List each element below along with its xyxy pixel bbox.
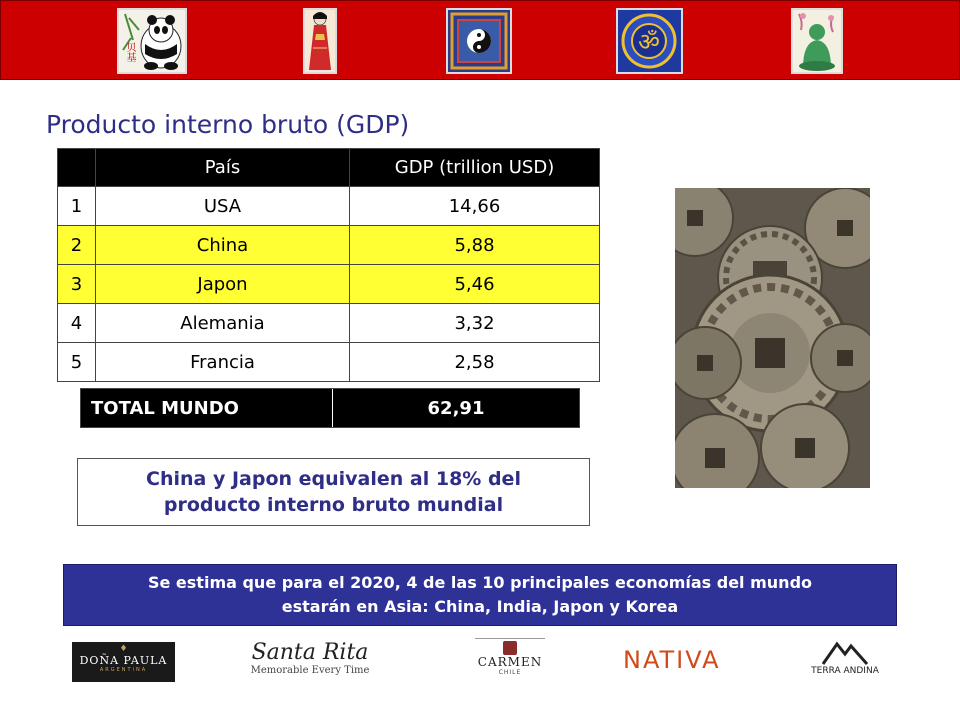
total-row (80, 388, 580, 428)
note-line-1: China y Japon equivalen al 18% del (146, 468, 521, 490)
banner-line-1: Se estima que para el 2020, 4 de las 10 principales economías del mundo (147, 573, 813, 592)
dona-paula-sub: ARGENTINA (99, 667, 148, 673)
country-cell: Alemania (96, 304, 350, 343)
gdp-cell: 3,32 (350, 304, 600, 343)
carmen-sub: CHILE (498, 669, 522, 676)
total-label: TOTAL MUNDO (81, 389, 333, 427)
rank-cell: 3 (58, 265, 96, 304)
country-cell: China (96, 226, 350, 265)
page-title: Producto interno bruto (GDP) (46, 110, 410, 139)
rank-cell: 5 (58, 343, 96, 382)
logos-row (60, 632, 900, 692)
yin-yang-icon (446, 8, 512, 74)
gdp-cell: 2,58 (350, 343, 600, 382)
header-band (0, 0, 960, 80)
om-icon (616, 8, 683, 74)
gdp-cell: 5,88 (350, 226, 600, 265)
country-cell: USA (96, 187, 350, 226)
carmen-name: CARMEN (477, 655, 543, 669)
nativa-name: NATIVA (623, 646, 721, 674)
rank-cell: 4 (58, 304, 96, 343)
country-cell: Japon (96, 265, 350, 304)
table-row (58, 226, 600, 265)
gdp-table (57, 148, 600, 382)
gdp-cell: 5,46 (350, 265, 600, 304)
dona-paula-logo: ♦ DOÑA PAULA ARGENTINA (72, 642, 175, 682)
banner-line-2: estarán en Asia: China, India, Japon y Korea (281, 597, 679, 616)
panda-icon (117, 8, 187, 74)
mountain-icon (821, 638, 869, 666)
forecast-banner (63, 564, 897, 626)
note-box (77, 458, 590, 526)
total-value: 62,91 (333, 389, 579, 427)
svg-text:ॐ: ॐ (638, 28, 660, 56)
table-row (58, 304, 600, 343)
table-header-row (58, 149, 600, 187)
note-line-2: producto interno bruto mundial (163, 494, 504, 516)
table-row (58, 187, 600, 226)
santa-rita-name: Santa Rita (251, 640, 369, 665)
buddha-icon (791, 8, 843, 74)
table-row (58, 343, 600, 382)
panda-caption: 贝基 (124, 42, 135, 62)
carmen-logo (470, 632, 550, 692)
dona-paula-name: DOÑA PAULA (79, 654, 168, 667)
terra-andina-logo (800, 632, 890, 692)
geisha-icon (303, 8, 337, 74)
country-cell: Francia (96, 343, 350, 382)
rank-cell: 1 (58, 187, 96, 226)
rank-cell: 2 (58, 226, 96, 265)
santa-rita-sub: Memorable Every Time (250, 665, 370, 676)
table-row (58, 265, 600, 304)
nativa-logo (623, 646, 743, 706)
terra-andina-name: TERRA ANDINA (811, 666, 879, 676)
header-rank (58, 149, 96, 187)
santa-rita-logo (250, 632, 370, 692)
gdp-cell: 14,66 (350, 187, 600, 226)
header-gdp: GDP (trillion USD) (350, 149, 600, 187)
coins-image (675, 188, 870, 488)
header-country: País (96, 149, 350, 187)
